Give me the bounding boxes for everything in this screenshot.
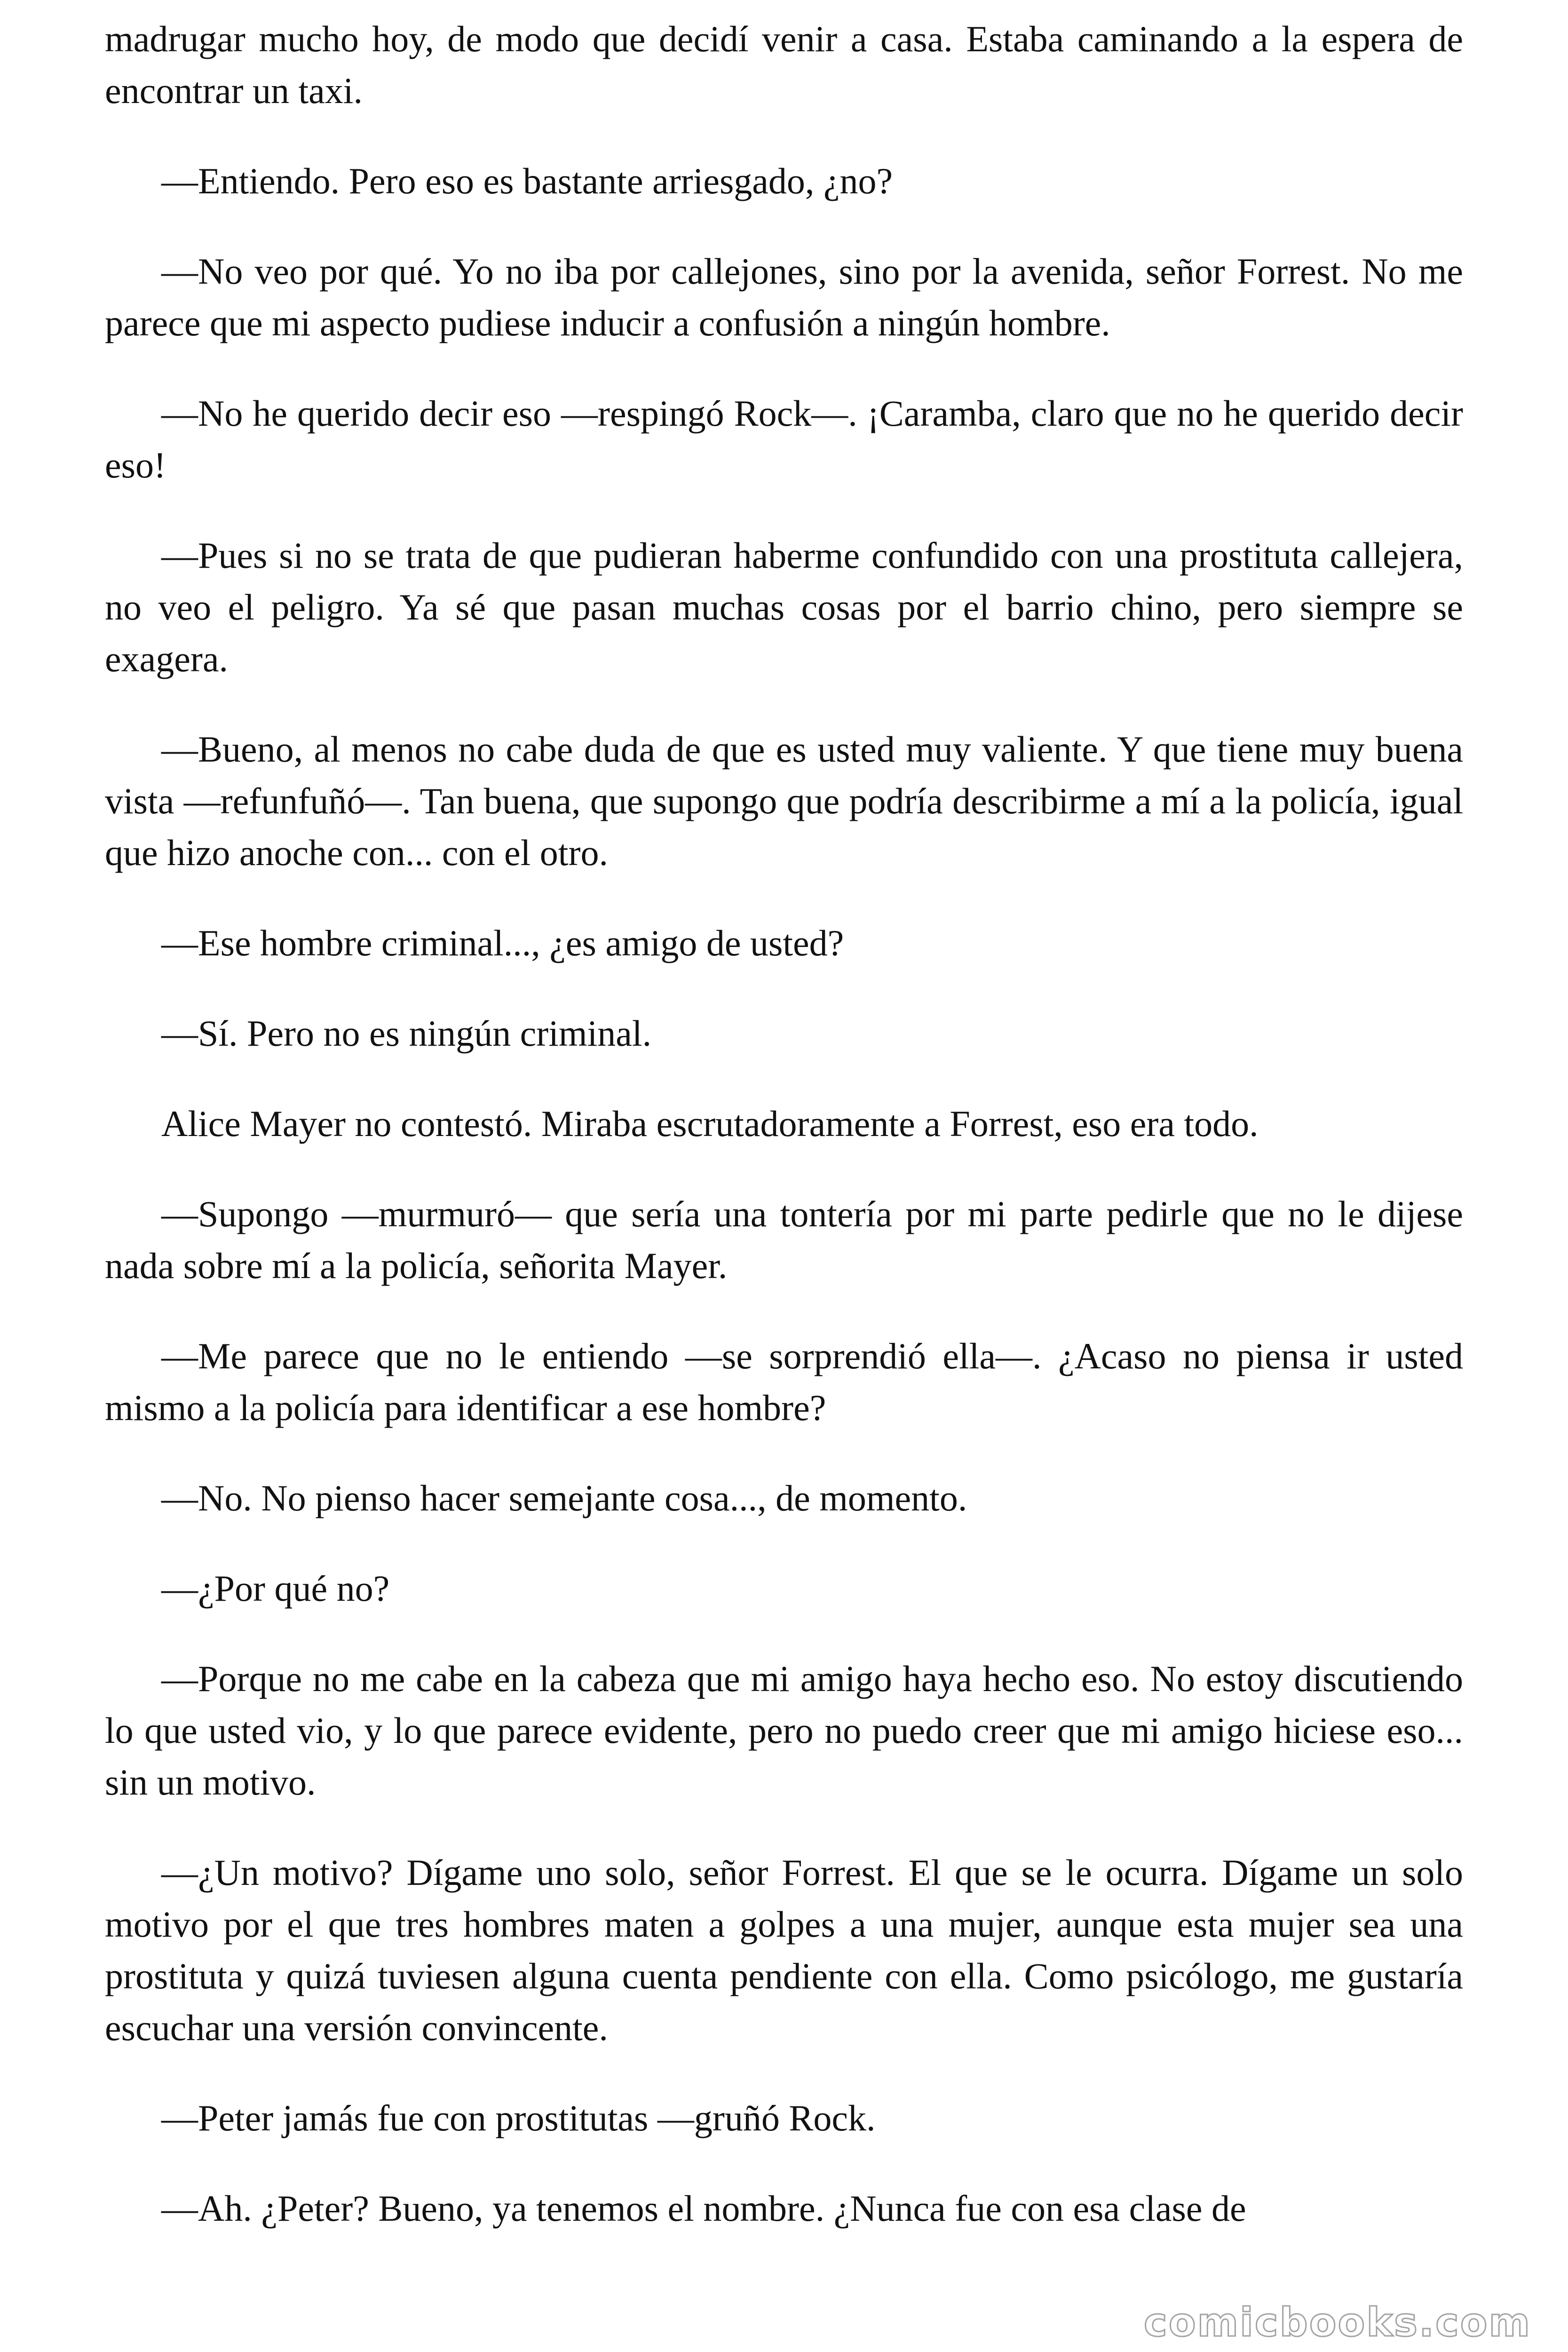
paragraph: —¿Un motivo? Dígame uno solo, señor Forrest. El que se le ocurra. Dígame un solo motivo por el que tres hombres maten a golpes a una mujer, aunque esta mujer sea una prostituta y quizá tuviesen alguna cuenta pendiente con ella. Como psicólogo, me gustaría escuchar una versión convincente.: [105, 1852, 1463, 2048]
paragraph: —Sí. Pero no es ningún criminal.: [161, 1013, 652, 1054]
paragraph: —Supongo —murmuró— que sería una tontería por mi parte pedirle que no le dijese nada sobre mí a la policía, señorita Mayer.: [105, 1193, 1463, 1286]
paragraph: —Peter jamás fue con prostitutas —gruñó Rock.: [161, 2098, 876, 2138]
paragraph: —No. No pienso hacer semejante cosa..., de momento.: [161, 1478, 967, 1518]
paragraph: —Me parece que no le entiendo —se sorprendió ella—. ¿Acaso no piensa ir usted mismo a la policía para identificar a ese hombre?: [105, 1335, 1463, 1428]
paragraph: —No veo por qué. Yo no iba por callejones, sino por la avenida, señor Forrest. No me parece que mi aspecto pudiese inducir a confusión a ningún hombre.: [105, 251, 1463, 343]
paragraph: —No he querido decir eso —respingó Rock—. ¡Caramba, claro que no he querido decir eso!: [105, 393, 1463, 485]
paragraph: madrugar mucho hoy, de modo que decidí venir a casa. Estaba caminando a la espera de encontrar un taxi.: [105, 18, 1463, 111]
paragraph: —Porque no me cabe en la cabeza que mi amigo haya hecho eso. No estoy discutiendo lo que usted vio, y lo que parece evidente, pero no puedo creer que mi amigo hiciese eso... sin un motivo.: [105, 1658, 1463, 1803]
paragraph: —Pues si no se trata de que pudieran haberme confundido con una prostituta callejera, no veo el peligro. Ya sé que pasan muchas cosas por el barrio chino, pero siempre se exagera.: [105, 535, 1463, 679]
paragraph: —Ah. ¿Peter? Bueno, ya tenemos el nombre. ¿Nunca fue con esa clase de: [161, 2188, 1246, 2229]
paragraph: —Bueno, al menos no cabe duda de que es usted muy valiente. Y que tiene muy buena vista —refunfuñó—. Tan buena, que supongo que podría describirme a mí a la policía, igual que hizo anoche con... con el otro.: [105, 729, 1463, 873]
watermark-logo: comicbooks.com: [1144, 2299, 1531, 2345]
paragraph: —Ese hombre criminal..., ¿es amigo de usted?: [161, 922, 844, 963]
paragraph: Alice Mayer no contestó. Miraba escrutadoramente a Forrest, eso era todo.: [161, 1103, 1259, 1144]
paragraph: —¿Por qué no?: [161, 1568, 390, 1609]
book-page: [105, 13, 1463, 2273]
paragraph: —Entiendo. Pero eso es bastante arriesgado, ¿no?: [161, 160, 893, 201]
